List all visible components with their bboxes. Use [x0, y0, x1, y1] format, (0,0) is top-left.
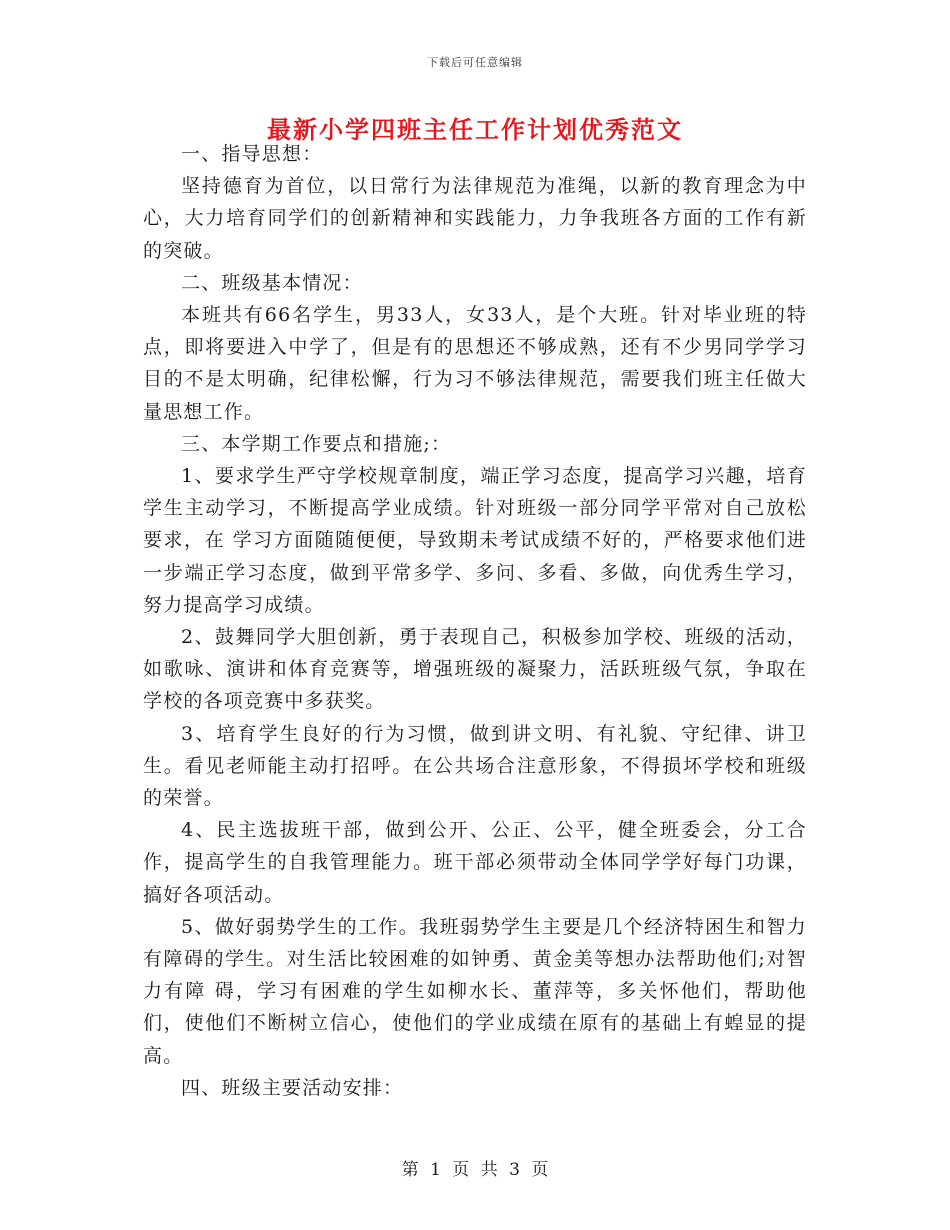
paragraph-measure-1: 1、要求学生严守学校规章制度，端正学习态度，提高学习兴趣，培育学生主动学习，不断提高学业成绩。针对班级一部分同学平常对自己放松要求，在 学习方面随随便便，导致期未考试成绩不好的，严格要求他们进一步端正学习态度，做到平常多学、多问、多看、多做，向优秀生学习，努力提高学习成绩。 — [143, 465, 807, 616]
section-heading-work-points: 三、本学期工作要点和措施;： — [181, 432, 452, 455]
page-number: 第 1 页 共 3 页 — [401, 1160, 549, 1180]
document-body — [143, 138, 807, 1104]
section-heading-activities: 四、班级主要活动安排： — [181, 1076, 404, 1099]
header-note: 下载后可任意编辑 — [427, 56, 523, 69]
paragraph-measure-5: 5、做好弱势学生的工作。我班弱势学生主要是几个经济特困生和智力有障碍的学生。对生活比较困难的如钟勇、黄金美等想办法帮助他们;对智力有障 碍，学习有困难的学生如柳水长、董萍等，多关怀他们，帮助他们，使他们不断树立信心，使他们的学业成绩在原有的基础上有蝗显的提高。 — [143, 915, 807, 1067]
paragraph-measure-3: 3、培育学生良好的行为习惯，做到讲文明、有礼貌、守纪律、讲卫生。看见老师能主动打招呼。在公共场合注意形象，不得损坏学校和班级的荣誉。 — [143, 722, 807, 810]
document-title: 最新小学四班主任工作计划优秀范文 — [267, 115, 683, 144]
section-heading-class-situation: 二、班级基本情况： — [181, 271, 363, 294]
section-heading-guiding-ideology: 一、指导思想： — [181, 143, 323, 165]
paragraph-measure-2: 2、鼓舞同学大胆创新，勇于表现自己，积极参加学校、班级的活动，如歌咏、演讲和体育竞赛等，增强班级的凝聚力，活跃班级气氛，争取在学校的各项竞赛中多获奖。 — [143, 626, 807, 713]
paragraph-guiding-ideology: 坚持德育为首位，以日常行为法律规范为准绳，以新的教育理念为中心，大力培育同学们的创新精神和实践能力，力争我班各方面的工作有新的突破。 — [143, 175, 807, 262]
paragraph-class-situation: 本班共有66名学生，男33人，女33人，是个大班。针对毕业班的特点，即将要进入中学了，但是有的思想还不够成熟，还有不少男同学学习目的不是太明确，纪律松懈，行为习不够法律规范，需要我们班主任做大量思想工作。 — [143, 304, 807, 423]
paragraph-measure-4: 4、民主选拔班干部，做到公开、公正、公平，健全班委会，分工合作，提高学生的自我管理能力。班干部必须带动全体同学学好每门功课，搞好各项活动。 — [143, 819, 807, 906]
